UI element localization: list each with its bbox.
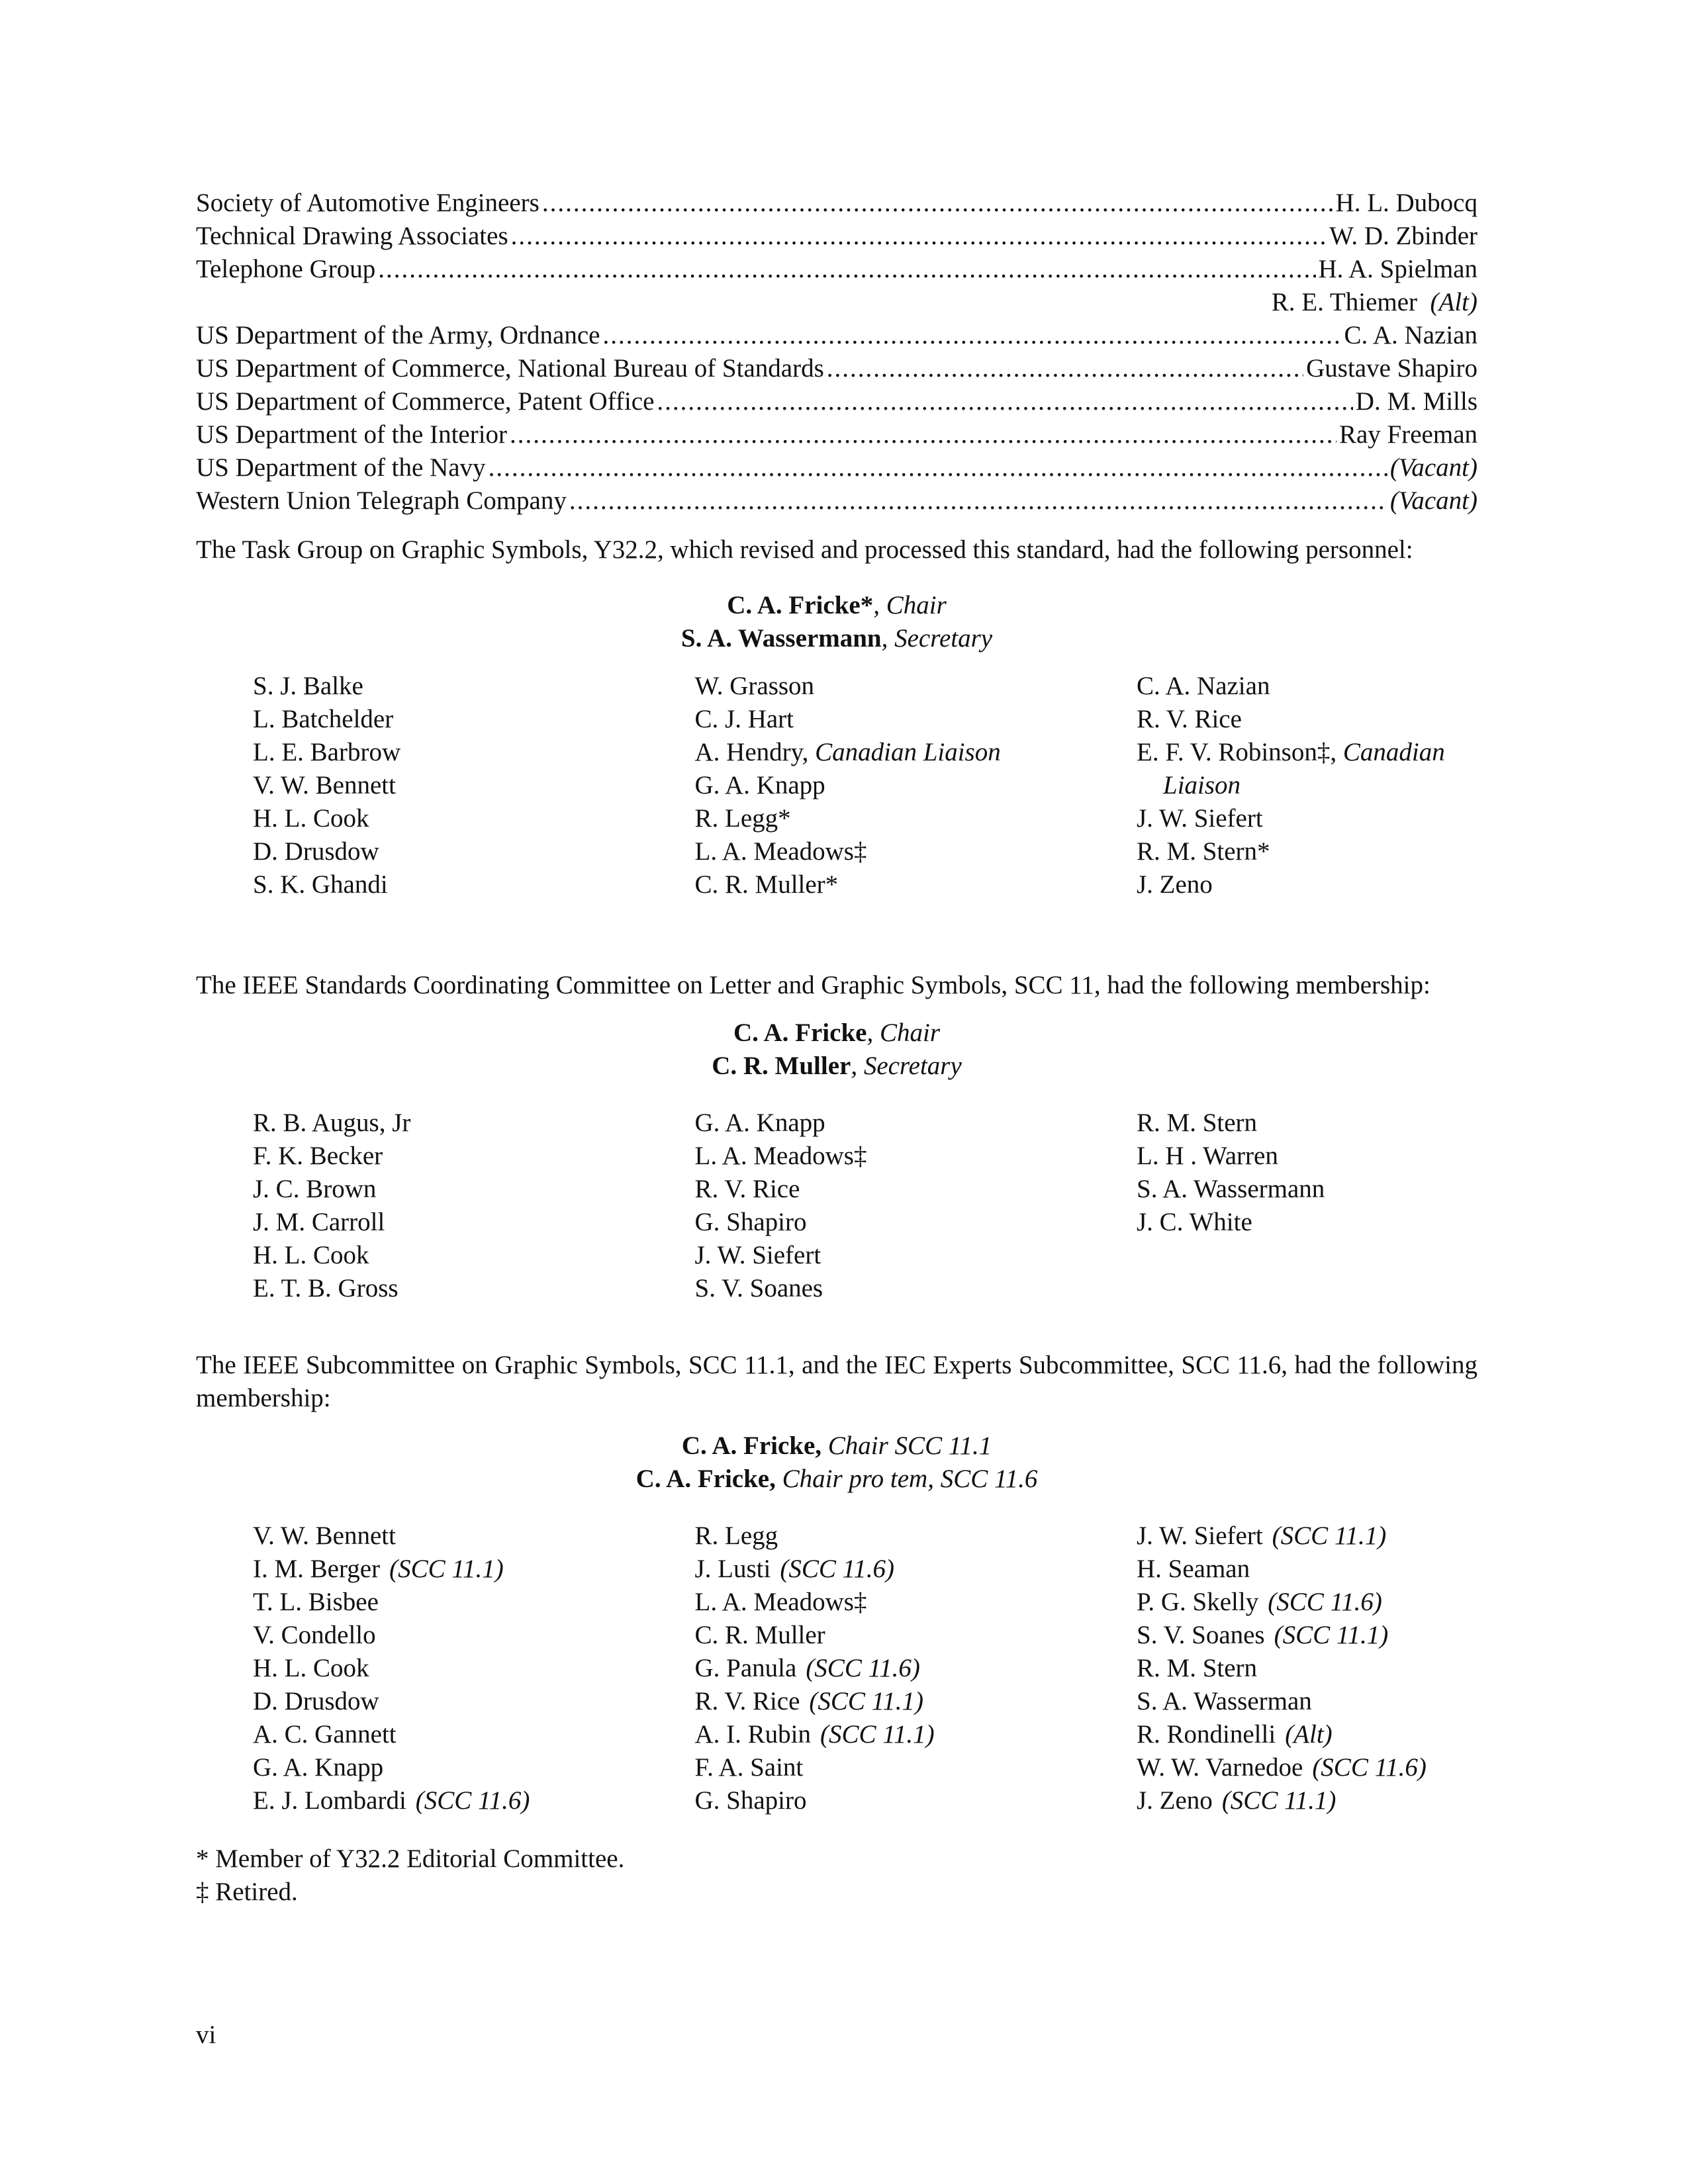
member-name: S. V. Soanes — [694, 1274, 823, 1302]
member-name: V. W. Bennett — [253, 771, 396, 799]
member-name: I. M. Berger (SCC 11.1) — [253, 1555, 504, 1583]
member-column — [1137, 1520, 1477, 1817]
member-name: J. C. White — [1137, 1208, 1252, 1236]
member-name: L. A. Meadows‡ — [694, 1142, 867, 1170]
member-name: L. E. Barbrow — [253, 738, 401, 766]
member-name: J. Zeno (SCC 11.1) — [1137, 1786, 1336, 1815]
task-group-members — [253, 670, 1477, 901]
member-name: R. M. Stern — [1137, 1109, 1258, 1137]
org-row: Technical Drawing Associates ..... W. D. Zbinder — [196, 220, 1477, 253]
member-column — [253, 1520, 695, 1817]
member-name: D. Drusdow — [253, 1687, 379, 1715]
member-name: G. Shapiro — [694, 1208, 807, 1236]
dot-leader — [827, 352, 1303, 385]
member-name: S. A. Wassermann — [1137, 1175, 1325, 1203]
footnote: ‡ Retired. — [196, 1878, 298, 1906]
member-name: V. Condello — [253, 1621, 376, 1649]
dot-leader — [489, 451, 1387, 484]
chair-line: C. A. Fricke, Chair — [733, 1019, 940, 1047]
member-name: G. A. Knapp — [694, 771, 825, 799]
member-name: J. W. Siefert (SCC 11.1) — [1137, 1522, 1387, 1550]
member-name: J. W. Siefert — [694, 1241, 821, 1269]
footnote: * Member of Y32.2 Editorial Committee. — [196, 1844, 625, 1873]
member-name: A. Hendry, Canadian Liaison — [694, 738, 1001, 766]
member-name: L. A. Meadows‡ — [694, 1588, 867, 1616]
member-name: C. R. Muller* — [694, 870, 839, 899]
member-column — [1137, 670, 1477, 901]
task-group-intro: The Task Group on Graphic Symbols, Y32.2, which revised and processed this standard, had the following personnel: — [196, 535, 1413, 564]
member-name: R. B. Augus, Jr — [253, 1109, 411, 1137]
org-row: Society of Automotive Engineers ..... H. L. Dubocq — [196, 187, 1477, 220]
member-name: D. Drusdow — [253, 837, 379, 866]
member-name: R. M. Stern* — [1137, 837, 1270, 866]
member-name: H. L. Cook — [253, 804, 369, 833]
org-row: US Department of the Navy ..... (Vacant) — [196, 451, 1477, 484]
member-name: C. J. Hart — [694, 705, 794, 733]
member-name: R. M. Stern — [1137, 1654, 1258, 1682]
footnotes — [196, 1843, 1477, 1909]
page-number: vi — [196, 2021, 216, 2049]
scc11-1-officers — [196, 1430, 1477, 1496]
member-column — [695, 1520, 1137, 1817]
org-row: US Department of Commerce, Patent Office ..... D. M. Mills — [196, 385, 1477, 418]
task-group-officers — [196, 589, 1477, 655]
org-alternate: R. E. Thiemer (Alt) — [1271, 288, 1477, 316]
member-name: T. L. Bisbee — [253, 1588, 379, 1616]
scc11-members — [253, 1107, 1477, 1305]
dot-leader — [511, 220, 1327, 253]
member-column — [253, 1107, 695, 1305]
member-name: W. Grasson — [694, 672, 815, 700]
member-name: L. A. Meadows‡ — [694, 837, 867, 866]
member-name: J. W. Siefert — [1137, 804, 1263, 833]
member-column — [1137, 1107, 1477, 1305]
member-name: H. L. Cook — [253, 1654, 369, 1682]
member-name: R. V. Rice — [694, 1175, 800, 1203]
member-name: R. Legg — [694, 1522, 778, 1550]
member-name: J. C. Brown — [253, 1175, 377, 1203]
member-name: S. V. Soanes (SCC 11.1) — [1137, 1621, 1389, 1649]
member-name: S. A. Wasserman — [1137, 1687, 1312, 1715]
chair-line: C. A. Fricke, Chair SCC 11.1 — [681, 1432, 992, 1460]
member-name: L. Batchelder — [253, 705, 394, 733]
member-name: J. Zeno — [1137, 870, 1213, 899]
scc11-intro: The IEEE Standards Coordinating Committee on Letter and Graphic Symbols, SCC 11, had the following membership: — [196, 971, 1430, 999]
scc11-1-members — [253, 1520, 1477, 1817]
member-name: A. C. Gannett — [253, 1720, 397, 1749]
chair-line: C. A. Fricke, Chair pro tem, SCC 11.6 — [635, 1465, 1038, 1493]
dot-leader — [569, 484, 1387, 518]
member-name: F. A. Saint — [694, 1753, 804, 1782]
member-name: J. M. Carroll — [253, 1208, 385, 1236]
member-name: L. H . Warren — [1137, 1142, 1278, 1170]
member-name: S. J. Balke — [253, 672, 363, 700]
member-name: R. Legg* — [694, 804, 791, 833]
member-column — [695, 1107, 1137, 1305]
secretary-line: S. A. Wassermann, Secretary — [680, 624, 993, 653]
member-name: H. Seaman — [1137, 1555, 1250, 1583]
member-name: E. T. B. Gross — [253, 1274, 399, 1302]
organization-list — [196, 187, 1477, 518]
dot-leader — [657, 385, 1352, 418]
org-row: US Department of Commerce, National Bureau of Standards ..... Gustave Shapiro — [196, 352, 1477, 385]
member-name: G. A. Knapp — [694, 1109, 825, 1137]
member-name: G. A. Knapp — [253, 1753, 384, 1782]
scc11-officers — [196, 1017, 1477, 1083]
member-name: C. A. Nazian — [1137, 672, 1270, 700]
org-row: US Department of the Army, Ordnance ..... C. A. Nazian — [196, 319, 1477, 352]
dot-leader — [510, 418, 1336, 451]
member-name-continued: Liaison — [1163, 771, 1241, 799]
member-name: H. L. Cook — [253, 1241, 369, 1269]
member-name: E. J. Lombardi (SCC 11.6) — [253, 1786, 530, 1815]
member-name: V. W. Bennett — [253, 1522, 396, 1550]
member-column — [695, 670, 1137, 901]
org-row: Telephone Group ..... H. A. Spielman — [196, 253, 1477, 286]
dot-leader — [378, 253, 1315, 286]
member-name: A. I. Rubin (SCC 11.1) — [694, 1720, 935, 1749]
chair-line: C. A. Fricke*, Chair — [727, 591, 947, 619]
dot-leader — [602, 319, 1341, 352]
org-row: US Department of the Interior ..... Ray Freeman — [196, 418, 1477, 451]
page-content — [196, 187, 1477, 1909]
member-name: F. K. Becker — [253, 1142, 383, 1170]
member-name: P. G. Skelly (SCC 11.6) — [1137, 1588, 1382, 1616]
member-name: R. Rondinelli (Alt) — [1137, 1720, 1333, 1749]
member-name: C. R. Muller — [694, 1621, 825, 1649]
org-row: Western Union Telegraph Company ..... (Vacant) — [196, 484, 1477, 518]
dot-leader — [542, 187, 1333, 220]
member-name: E. F. V. Robinson‡, Canadian — [1137, 738, 1445, 766]
member-name: G. Shapiro — [694, 1786, 807, 1815]
member-name: J. Lusti (SCC 11.6) — [694, 1555, 894, 1583]
scc11-1-intro: The IEEE Subcommittee on Graphic Symbols, SCC 11.1, and the IEC Experts Subcommittee, SCC 11.6, had the following membership: — [196, 1351, 1477, 1412]
secretary-line: C. R. Muller, Secretary — [712, 1052, 962, 1080]
member-name: R. V. Rice — [1137, 705, 1242, 733]
member-name: W. W. Varnedoe (SCC 11.6) — [1137, 1753, 1427, 1782]
member-name: G. Panula (SCC 11.6) — [694, 1654, 920, 1682]
member-column — [253, 670, 695, 901]
member-name: S. K. Ghandi — [253, 870, 388, 899]
member-name: R. V. Rice (SCC 11.1) — [694, 1687, 924, 1715]
